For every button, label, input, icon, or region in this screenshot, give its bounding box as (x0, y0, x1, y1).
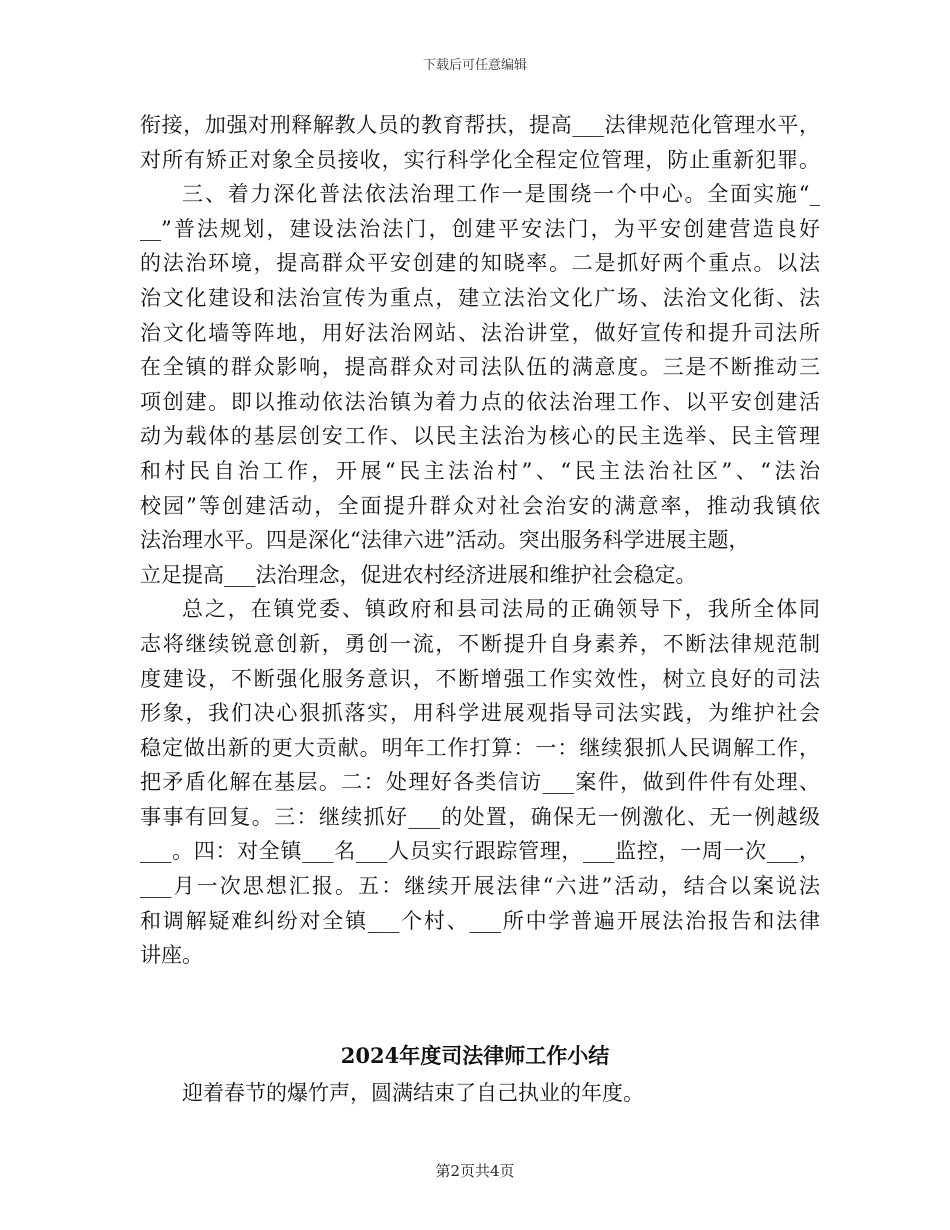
text-line: 讲座。 (140, 943, 203, 968)
text-line: 把矛盾化解在基层。二：处理好各类信访___案件，做到件件有处理、 (140, 770, 820, 795)
text-line: 事事有回复。三：继续抓好___的处置，确保无一例激化、无一例越级 (140, 804, 820, 829)
document-body (140, 108, 820, 973)
text-line: 度建设，不断强化服务意识，不断增强工作实效性，树立良好的司法 (140, 666, 820, 691)
text-line: 在全镇的群众影响，提高群众对司法队伍的满意度。三是不断推动三 (140, 355, 820, 380)
text-line: 稳定做出新的更大贡献。明年工作打算：一：继续狠抓人民调解工作， (140, 735, 820, 760)
text-line: 和村民自治工作，开展“民主法治村”、“民主法治社区”、“法治 (140, 458, 820, 483)
paragraph-start-line: 总之，在镇党委、镇政府和县司法局的正确领导下，我所全体同 (182, 597, 820, 622)
text-line: 的法治环境，提高群众平安创建的知晓率。二是抓好两个重点。以法 (140, 251, 820, 276)
text-line: 衔接，加强对刑释解教人员的教育帮扶，提高___法律规范化管理水平， (140, 113, 820, 137)
text-line: 志将继续锐意创新，勇创一流，不断提升自身素养，不断法律规范制 (140, 631, 820, 656)
text-line: 对所有矫正对象全员接收，实行科学化全程定位管理，防止重新犯罪。 (140, 147, 820, 172)
text-line: ___月一次思想汇报。五：继续开展法律“六进”活动，结合以案说法 (140, 874, 820, 899)
text-line: 动为载体的基层创安工作、以民主法治为核心的民主选举、民主管理 (140, 424, 820, 449)
text-line: ___。四：对全镇___名___人员实行跟踪管理，___监控，一周一次___， (140, 839, 820, 864)
text-line: 和调解疑难纠纷对全镇___个村、___所中学普遍开展法治报告和法律 (140, 908, 820, 933)
text-line: 治文化建设和法治宣传为重点，建立法治文化广场、法治文化街、法 (140, 285, 820, 310)
text-line: 治文化墙等阵地，用好法治网站、法治讲堂，做好宣传和提升司法所 (140, 320, 820, 345)
page-header-note: 下载后可任意编辑 (422, 58, 527, 73)
text-line: 立足提高___法治理念，促进农村经济进展和维护社会稳定。 (140, 562, 697, 587)
section-title: 2024年度司法律师工作小结 (340, 1043, 610, 1068)
text-line: __”普法规划，建设法治法门，创建平安法门，为平安创建营造良好 (140, 216, 820, 241)
intro-line: 迎着春节的爆竹声，圆满结束了自己执业的年度。 (182, 1081, 644, 1105)
text-line: 法治理水平。四是深化“法律六进”活动。突出服务科学进展主题， (140, 528, 750, 553)
text-line: 项创建。即以推动依法治镇为着力点的依法治理工作、以平安创建活 (140, 389, 820, 414)
text-line: 形象，我们决心狠抓落实，用科学进展观指导司法实践，为维护社会 (140, 701, 820, 726)
paragraph-start-line: 三、着力深化普法依法治理工作一是围绕一个中心。全面实施“_ (182, 182, 820, 207)
text-line: 校园”等创建活动，全面提升群众对社会治安的满意率，推动我镇依 (140, 493, 820, 518)
page-number: 第2页共4页 (435, 1162, 515, 1180)
